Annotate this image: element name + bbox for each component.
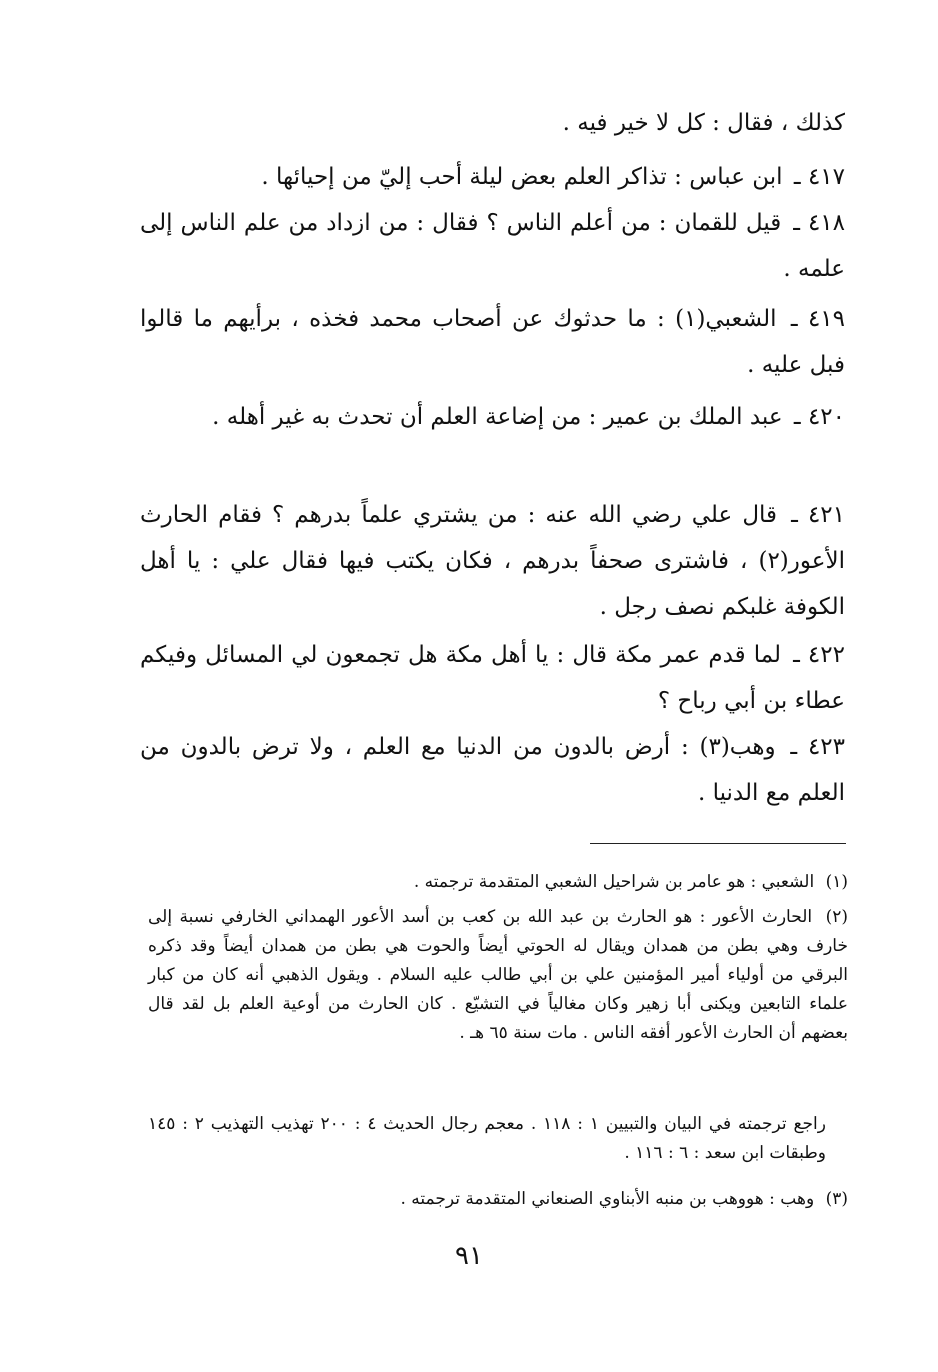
footnote-mark: (٣) [825, 1189, 848, 1209]
paragraph-420 [140, 394, 845, 440]
paragraph-number: ٤٢٠ ـ [793, 404, 845, 430]
paragraph-text: لما قدم عمر مكة قال : يا أهل مكة هل تجمعون لي المسائل وفيكم عطاء بن أبي رباح ؟ [140, 642, 845, 714]
paragraph-417 [140, 154, 845, 200]
footnote-mark: (١) [825, 872, 848, 892]
paragraph-text: عبد الملك بن عمير : من إضاعة العلم أن تحدث به غير أهله . [212, 404, 783, 430]
footnote-text: الحارث الأعور : هو الحارث بن عبد الله بن كعب بن أسد الأعور الهمداني الخارفي نسبة إلى خارف وهي بطن من همدان ويقال له الحوتي أيضاً والحوت هي بطن من همدان أيضاً وقد ذكره البرقي من أولياء أمير المؤمنين علي بن أبي طالب عليه السلام . ويقول الذهبي أنه كان من كبار علماء التابعين ويكنى أبا زهير وكان مغالياً في التشيّع . كان الحارث من أوعية العلم بل لقد قال بعضهم أن الحارث الأعور أفقه الناس . مات سنة ٦٥ هـ . [148, 907, 848, 1043]
paragraph-text: كذلك ، فقال : كل لا خير فيه . [562, 110, 845, 136]
paragraph-text: وهب(٣) : أرض بالدون من الدنيا مع العلم ، ولا ترض بالدون من العلم مع الدنيا . [140, 734, 845, 806]
footnote-3 [148, 1185, 848, 1214]
paragraph-423 [140, 724, 845, 816]
paragraph-421 [140, 492, 845, 630]
footnote-2 [148, 903, 848, 1048]
paragraph-number: ٤٢٣ ـ [790, 734, 845, 760]
page-number: ٩١ [455, 1241, 483, 1271]
paragraph-text: قيل للقمان : من أعلم الناس ؟ فقال : من ازداد من علم الناس إلى علمه . [140, 210, 845, 282]
footnote-text: راجع ترجمته في البيان والتبيين ١ : ١١٨ . معجم رجال الحديث ٤ : ٢٠٠ تهذيب التهذيب ٢ : ١٤٥ وطبقات ابن سعد : ٦ : ١١٦ . [148, 1114, 826, 1163]
footnote-2-references [148, 1110, 848, 1168]
paragraph-text: ابن عباس : تذاكر العلم بعض ليلة أحب إليّ من إحيائها . [261, 164, 783, 190]
paragraph-number: ٤٢١ ـ [791, 502, 845, 528]
paragraph-number: ٤١٨ ـ [793, 210, 845, 236]
paragraph-422 [140, 632, 845, 724]
paragraph-continuation [140, 100, 845, 146]
paragraph-number: ٤١٧ ـ [793, 164, 845, 190]
paragraph-number: ٤٢٢ ـ [793, 642, 845, 668]
paragraph-418 [140, 200, 845, 292]
paragraph-text: قال علي رضي الله عنه : من يشتري علماً بدرهم ؟ فقام الحارث الأعور(٢) ، فاشترى صحفاً بدرهم ، فكان يكتب فيها فقال علي : يا أهل الكوفة غلبكم نصف رجل . [140, 502, 845, 620]
paragraph-number: ٤١٩ ـ [790, 306, 845, 332]
paragraph-text: الشعبي(١) : ما حدثوك عن أصحاب محمد فخذه ، برأيهم ما قالوا فبل عليه . [140, 306, 845, 378]
footnote-separator [590, 843, 846, 844]
footnote-1 [148, 868, 848, 897]
footnote-mark: (٢) [825, 907, 848, 927]
footnote-text: وهب : هووهب بن منبه الأبناوي الصنعاني المتقدمة ترجمته . [400, 1189, 815, 1209]
footnote-text: الشعبي : هو عامر بن شراحيل الشعبي المتقدمة ترجمته . [413, 872, 815, 892]
paragraph-419 [140, 296, 845, 388]
